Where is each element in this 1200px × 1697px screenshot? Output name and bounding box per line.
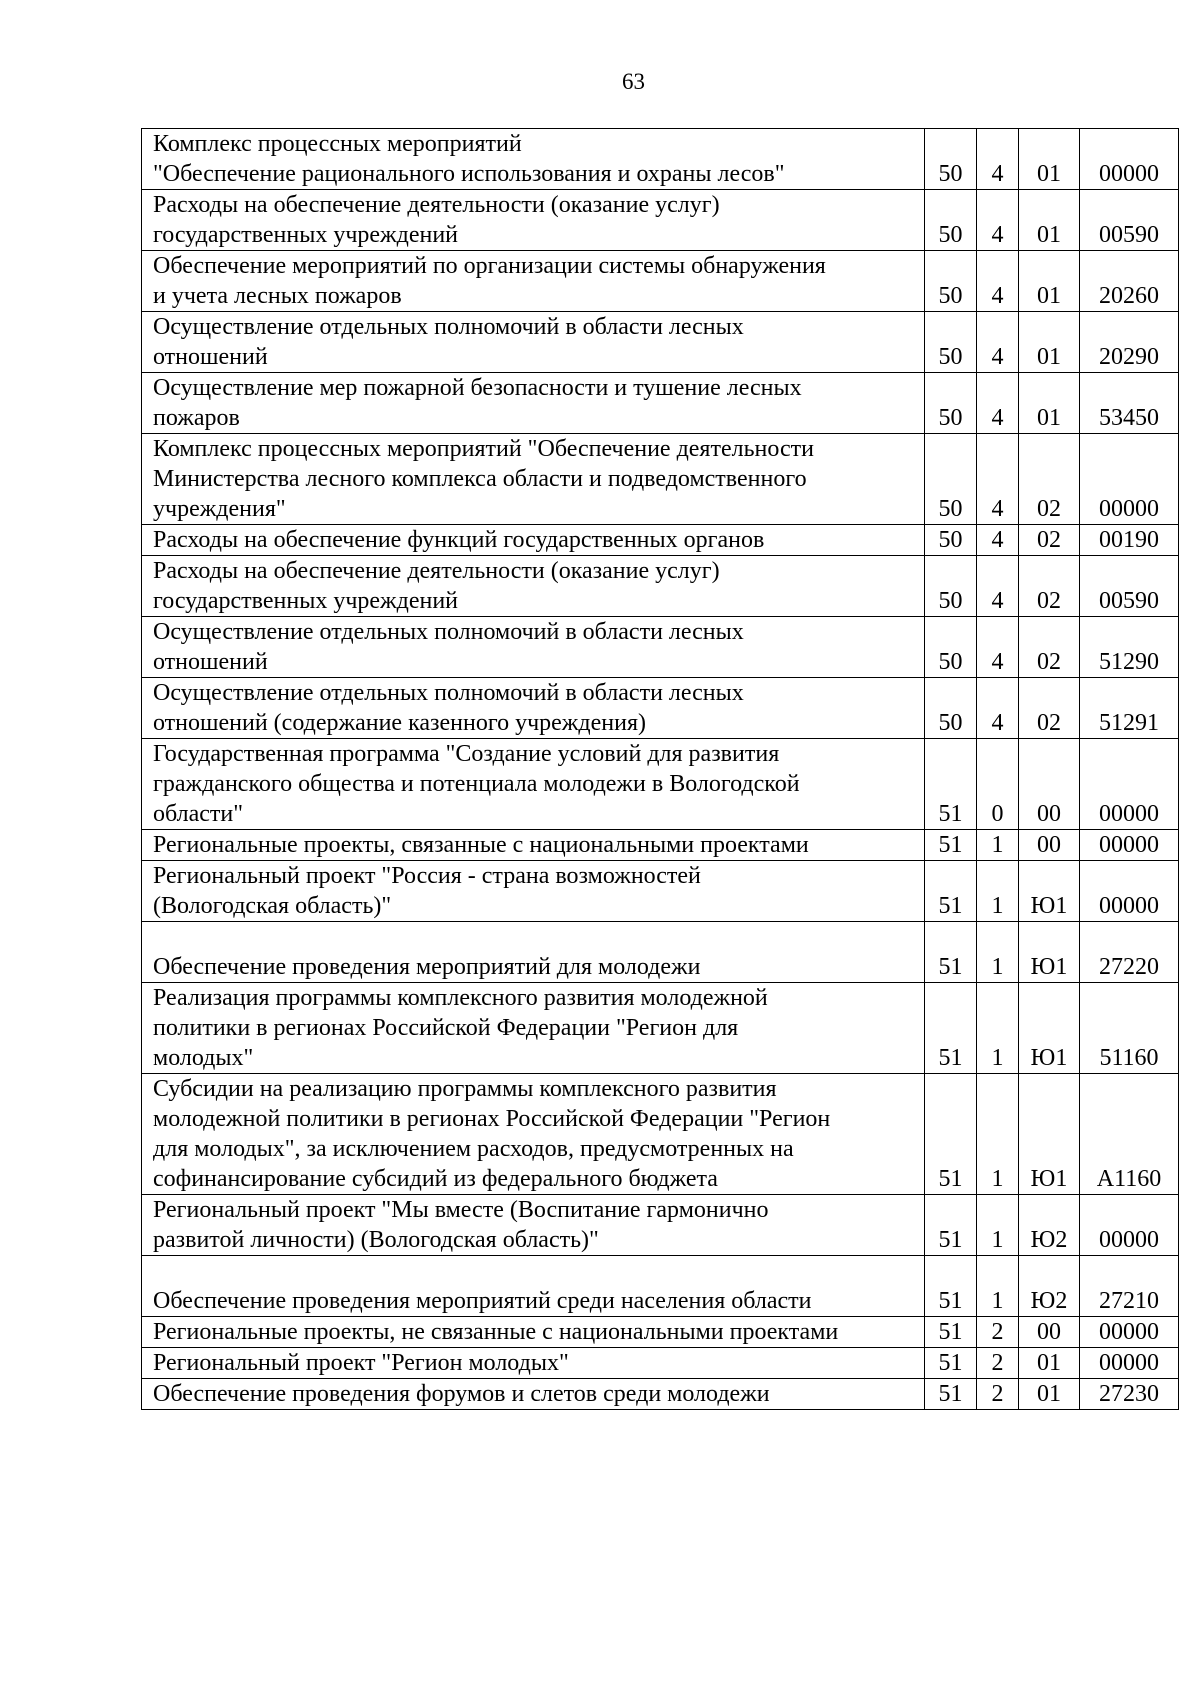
- expense-direction-code-cell: 00000: [1080, 434, 1179, 525]
- table-row: [142, 1074, 1179, 1195]
- program-code-cell: 50: [925, 129, 977, 190]
- table-row: [142, 617, 1179, 678]
- row-name-cell: Осуществление мер пожарной безопасности и тушение лесных пожаров: [142, 373, 925, 434]
- main-activity-code-cell: 01: [1019, 312, 1080, 373]
- main-activity-code-cell: 02: [1019, 678, 1080, 739]
- subprogram-code-cell: 2: [977, 1317, 1019, 1348]
- subprogram-code-cell: 4: [977, 434, 1019, 525]
- row-name-cell: Расходы на обеспечение деятельности (оказание услуг) государственных учреждений: [142, 556, 925, 617]
- row-name-cell: Обеспечение проведения мероприятий для молодежи: [142, 922, 925, 983]
- main-activity-code-cell: Ю1: [1019, 1074, 1080, 1195]
- expense-direction-code-cell: 00000: [1080, 1348, 1179, 1379]
- table-row: [142, 129, 1179, 190]
- program-code-cell: 51: [925, 739, 977, 830]
- table-row: [142, 373, 1179, 434]
- expense-direction-code-cell: 51291: [1080, 678, 1179, 739]
- subprogram-code-cell: 1: [977, 861, 1019, 922]
- subprogram-code-cell: 1: [977, 1195, 1019, 1256]
- table-row: [142, 1195, 1179, 1256]
- subprogram-code-cell: 4: [977, 251, 1019, 312]
- program-code-cell: 51: [925, 861, 977, 922]
- table-row: [142, 1348, 1179, 1379]
- row-name-cell: Осуществление отдельных полномочий в области лесных отношений (содержание казенного учреждения): [142, 678, 925, 739]
- main-activity-code-cell: 01: [1019, 251, 1080, 312]
- subprogram-code-cell: 1: [977, 1256, 1019, 1317]
- row-name-cell: Региональный проект "Мы вместе (Воспитание гармонично развитой личности) (Вологодская область)": [142, 1195, 925, 1256]
- row-name-cell: Осуществление отдельных полномочий в области лесных отношений: [142, 312, 925, 373]
- main-activity-code-cell: Ю2: [1019, 1195, 1080, 1256]
- program-code-cell: 51: [925, 922, 977, 983]
- subprogram-code-cell: 0: [977, 739, 1019, 830]
- subprogram-code-cell: 1: [977, 830, 1019, 861]
- table-row: [142, 678, 1179, 739]
- main-activity-code-cell: 00: [1019, 739, 1080, 830]
- program-code-cell: 50: [925, 312, 977, 373]
- main-activity-code-cell: 01: [1019, 190, 1080, 251]
- subprogram-code-cell: 2: [977, 1379, 1019, 1410]
- table-row: [142, 525, 1179, 556]
- row-name-cell: Региональный проект "Регион молодых": [142, 1348, 925, 1379]
- main-activity-code-cell: Ю1: [1019, 922, 1080, 983]
- program-code-cell: 51: [925, 983, 977, 1074]
- table-row: [142, 922, 1179, 983]
- program-code-cell: 50: [925, 373, 977, 434]
- subprogram-code-cell: 4: [977, 525, 1019, 556]
- main-activity-code-cell: 02: [1019, 525, 1080, 556]
- row-name-cell: Региональные проекты, не связанные с национальными проектами: [142, 1317, 925, 1348]
- program-code-cell: 50: [925, 434, 977, 525]
- expense-direction-code-cell: 51160: [1080, 983, 1179, 1074]
- expense-direction-code-cell: 51290: [1080, 617, 1179, 678]
- row-name-cell: Расходы на обеспечение деятельности (оказание услуг) государственных учреждений: [142, 190, 925, 251]
- page-number: 63: [622, 69, 645, 94]
- expense-direction-code-cell: 00000: [1080, 861, 1179, 922]
- table-row: [142, 739, 1179, 830]
- main-activity-code-cell: Ю1: [1019, 983, 1080, 1074]
- row-name-cell: Региональные проекты, связанные с национальными проектами: [142, 830, 925, 861]
- program-code-cell: 50: [925, 678, 977, 739]
- row-name-cell: Комплекс процессных мероприятий "Обеспечение рационального использования и охраны лесов": [142, 129, 925, 190]
- expense-direction-code-cell: 00190: [1080, 525, 1179, 556]
- main-activity-code-cell: 01: [1019, 1348, 1080, 1379]
- expense-direction-code-cell: 27220: [1080, 922, 1179, 983]
- main-activity-code-cell: 00: [1019, 830, 1080, 861]
- expense-direction-code-cell: 20290: [1080, 312, 1179, 373]
- main-activity-code-cell: Ю1: [1019, 861, 1080, 922]
- main-activity-code-cell: 00: [1019, 1317, 1080, 1348]
- table-row: [142, 312, 1179, 373]
- table-row: [142, 1317, 1179, 1348]
- expense-direction-code-cell: 53450: [1080, 373, 1179, 434]
- table-row: [142, 830, 1179, 861]
- program-code-cell: 51: [925, 1348, 977, 1379]
- row-name-cell: Региональный проект "Россия - страна возможностей (Вологодская область)": [142, 861, 925, 922]
- table-row: [142, 861, 1179, 922]
- row-name-cell: Осуществление отдельных полномочий в области лесных отношений: [142, 617, 925, 678]
- budget-classification-table: [141, 128, 1179, 1410]
- expense-direction-code-cell: 00000: [1080, 1317, 1179, 1348]
- table-row: [142, 1379, 1179, 1410]
- row-name-cell: Обеспечение проведения мероприятий среди населения области: [142, 1256, 925, 1317]
- main-activity-code-cell: 01: [1019, 373, 1080, 434]
- row-name-cell: Расходы на обеспечение функций государственных органов: [142, 525, 925, 556]
- expense-direction-code-cell: 00000: [1080, 830, 1179, 861]
- subprogram-code-cell: 4: [977, 312, 1019, 373]
- program-code-cell: 50: [925, 556, 977, 617]
- row-name-cell: Реализация программы комплексного развития молодежной политики в регионах Российской Федерации "Регион для молодых": [142, 983, 925, 1074]
- program-code-cell: 50: [925, 617, 977, 678]
- main-activity-code-cell: 02: [1019, 617, 1080, 678]
- table-row: [142, 983, 1179, 1074]
- program-code-cell: 50: [925, 190, 977, 251]
- expense-direction-code-cell: 00000: [1080, 129, 1179, 190]
- expense-direction-code-cell: 27230: [1080, 1379, 1179, 1410]
- row-name-cell: Государственная программа "Создание условий для развития гражданского общества и потенциала молодежи в Вологодской области": [142, 739, 925, 830]
- main-activity-code-cell: 01: [1019, 129, 1080, 190]
- row-name-cell: Комплекс процессных мероприятий "Обеспечение деятельности Министерства лесного комплекса области и подведомственного учреждения": [142, 434, 925, 525]
- program-code-cell: 50: [925, 525, 977, 556]
- subprogram-code-cell: 4: [977, 373, 1019, 434]
- expense-direction-code-cell: 27210: [1080, 1256, 1179, 1317]
- subprogram-code-cell: 2: [977, 1348, 1019, 1379]
- table-row: [142, 190, 1179, 251]
- program-code-cell: 51: [925, 1256, 977, 1317]
- subprogram-code-cell: 4: [977, 556, 1019, 617]
- table-row: [142, 556, 1179, 617]
- table-row: [142, 434, 1179, 525]
- program-code-cell: 51: [925, 830, 977, 861]
- subprogram-code-cell: 4: [977, 129, 1019, 190]
- expense-direction-code-cell: 20260: [1080, 251, 1179, 312]
- main-activity-code-cell: 02: [1019, 434, 1080, 525]
- expense-direction-code-cell: 00590: [1080, 190, 1179, 251]
- program-code-cell: 51: [925, 1317, 977, 1348]
- subprogram-code-cell: 4: [977, 678, 1019, 739]
- main-activity-code-cell: 02: [1019, 556, 1080, 617]
- subprogram-code-cell: 1: [977, 1074, 1019, 1195]
- program-code-cell: 51: [925, 1074, 977, 1195]
- table-row: [142, 1256, 1179, 1317]
- subprogram-code-cell: 4: [977, 190, 1019, 251]
- row-name-cell: Обеспечение мероприятий по организации системы обнаружения и учета лесных пожаров: [142, 251, 925, 312]
- subprogram-code-cell: 1: [977, 983, 1019, 1074]
- program-code-cell: 51: [925, 1195, 977, 1256]
- subprogram-code-cell: 4: [977, 617, 1019, 678]
- program-code-cell: 50: [925, 251, 977, 312]
- expense-direction-code-cell: 00590: [1080, 556, 1179, 617]
- row-name-cell: Обеспечение проведения форумов и слетов среди молодежи: [142, 1379, 925, 1410]
- main-activity-code-cell: Ю2: [1019, 1256, 1080, 1317]
- row-name-cell: Субсидии на реализацию программы комплексного развития молодежной политики в регионах Российской Федерации "Регион для молодых", за исключением расходов, предусмотренных на софинансирование субсидий из федерального бюджета: [142, 1074, 925, 1195]
- expense-direction-code-cell: А1160: [1080, 1074, 1179, 1195]
- main-activity-code-cell: 01: [1019, 1379, 1080, 1410]
- expense-direction-code-cell: 00000: [1080, 1195, 1179, 1256]
- expense-direction-code-cell: 00000: [1080, 739, 1179, 830]
- program-code-cell: 51: [925, 1379, 977, 1410]
- subprogram-code-cell: 1: [977, 922, 1019, 983]
- table-row: [142, 251, 1179, 312]
